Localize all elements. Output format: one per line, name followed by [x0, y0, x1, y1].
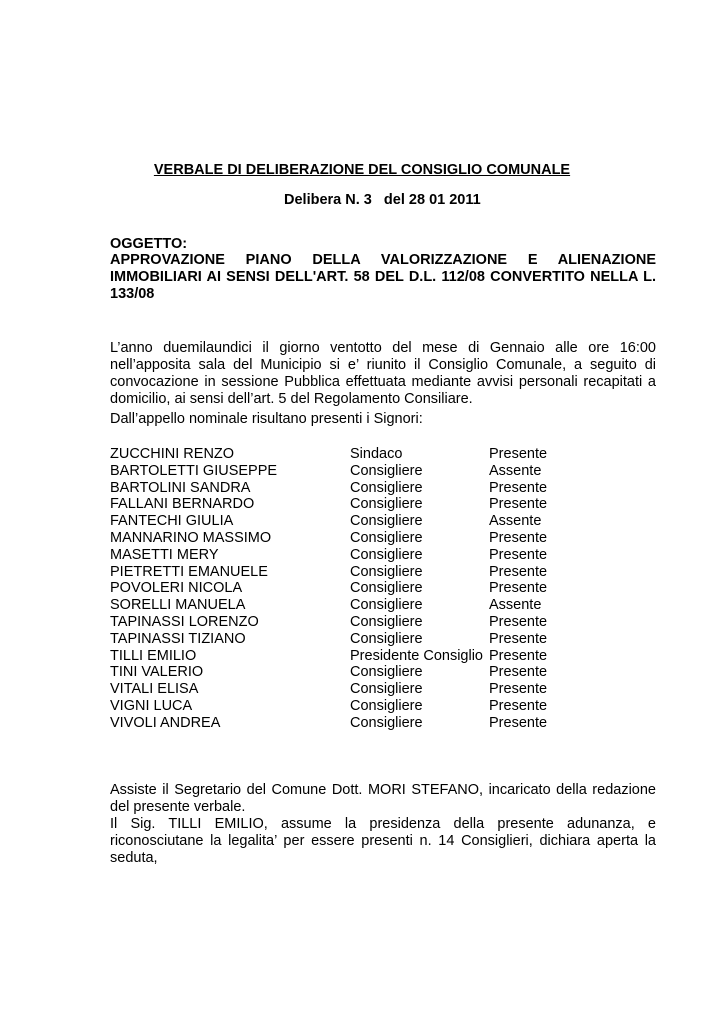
presidency-paragraph: Il Sig. TILLI EMILIO, assume la presidenza della presente adunanza, e riconosciutane la legalita’ per essere presenti n. 14 Consiglieri, dichiara aperta la seduta,: [110, 816, 656, 866]
member-role: Consigliere: [350, 630, 423, 647]
member-name: VITALI ELISA: [110, 681, 199, 698]
member-role: Consigliere: [350, 597, 423, 614]
member-role: Sindaco: [350, 446, 403, 462]
member-role: Presidente Consiglio: [350, 647, 483, 664]
member-name: MANNARINO MASSIMO: [110, 529, 272, 546]
member-name: FALLANI BERNARDO: [110, 496, 255, 513]
member-name: BARTOLETTI GIUSEPPE: [110, 462, 278, 479]
table-row: [110, 631, 656, 648]
member-name: FANTECHI GIULIA: [110, 513, 234, 530]
table-row: [110, 664, 656, 681]
member-name: VIGNI LUCA: [110, 697, 193, 714]
member-status: Assente: [489, 462, 542, 479]
table-row: [110, 648, 656, 665]
member-name: VIVOLI ANDREA: [110, 714, 221, 731]
member-role: Consigliere: [350, 613, 423, 630]
member-status: Presente: [489, 647, 548, 664]
table-row: [110, 698, 656, 715]
delibera-number: Delibera N. 3 del 28 01 2011: [284, 192, 481, 208]
member-status: Presente: [489, 580, 548, 597]
member-role: Consigliere: [350, 513, 423, 530]
attendance-table: [110, 446, 656, 732]
member-status: Assente: [489, 513, 542, 530]
member-name: MASETTI MERY: [110, 546, 219, 563]
member-role: Consigliere: [350, 580, 423, 597]
member-name: TILLI EMILIO: [110, 647, 197, 664]
member-name: TINI VALERIO: [110, 664, 204, 681]
table-row: [110, 547, 656, 564]
intro-paragraph: L’anno duemilaundici il giorno ventotto del mese di Gennaio alle ore 16:00 nell’apposita sala del Municipio si e’ riunito il Consiglio Comunale, a seguito di convocazione in sessione Pubblica effettuata mediante avvisi personali recapitati a domicilio, ai sensi dell’art. 5 del Regolamento Consiliare.: [110, 340, 656, 407]
member-role: Consigliere: [350, 681, 423, 698]
member-status: Presente: [489, 496, 548, 513]
member-status: Presente: [489, 613, 548, 630]
member-status: Presente: [489, 563, 548, 580]
table-row: [110, 446, 656, 463]
member-name: SORELLI MANUELA: [110, 597, 246, 614]
member-status: Presente: [489, 714, 548, 731]
member-status: Presente: [489, 546, 548, 563]
member-role: Consigliere: [350, 546, 423, 563]
table-row: [110, 614, 656, 631]
member-status: Presente: [489, 664, 548, 681]
document-title: VERBALE DI DELIBERAZIONE DEL CONSIGLIO COMUNALE: [153, 162, 571, 178]
table-row: [110, 463, 656, 480]
member-role: Consigliere: [350, 529, 423, 546]
table-row: [110, 480, 656, 497]
member-name: TAPINASSI LORENZO: [110, 613, 259, 630]
table-row: [110, 530, 656, 547]
member-name: BARTOLINI SANDRA: [110, 479, 251, 496]
table-row: [110, 513, 656, 530]
member-role: Consigliere: [350, 479, 423, 496]
member-status: Presente: [489, 697, 548, 714]
member-name: TAPINASSI TIZIANO: [110, 630, 246, 647]
member-status: Presente: [489, 529, 548, 546]
member-role: Consigliere: [350, 714, 423, 731]
secretary-paragraph: Assiste il Segretario del Comune Dott. MORI STEFANO, incaricato della redazione del presente verbale.: [110, 782, 656, 815]
member-status: Presente: [489, 446, 548, 462]
table-row: [110, 681, 656, 698]
member-role: Consigliere: [350, 697, 423, 714]
oggetto-label: OGGETTO:: [110, 236, 188, 252]
table-row: [110, 496, 656, 513]
roll-call-text: Dall’appello nominale risultano presenti i Signori:: [110, 411, 423, 427]
table-row: [110, 715, 656, 732]
closing-section: [110, 782, 656, 867]
table-row: [110, 580, 656, 597]
member-name: ZUCCHINI RENZO: [110, 446, 235, 462]
member-status: Assente: [489, 597, 542, 614]
member-status: Presente: [489, 630, 548, 647]
table-row: [110, 597, 656, 614]
member-status: Presente: [489, 681, 548, 698]
member-role: Consigliere: [350, 563, 423, 580]
member-role: Consigliere: [350, 496, 423, 513]
member-name: PIETRETTI EMANUELE: [110, 563, 268, 580]
oggetto-text: APPROVAZIONE PIANO DELLA VALORIZZAZIONE E ALIENAZIONE IMMOBILIARI AI SENSI DELL'ART. 58 DEL D.L. 112/08 CONVERTITO NELLA L. 133/08: [110, 252, 656, 302]
table-row: [110, 564, 656, 581]
member-status: Presente: [489, 479, 548, 496]
member-name: POVOLERI NICOLA: [110, 580, 243, 597]
member-role: Consigliere: [350, 664, 423, 681]
member-role: Consigliere: [350, 462, 423, 479]
